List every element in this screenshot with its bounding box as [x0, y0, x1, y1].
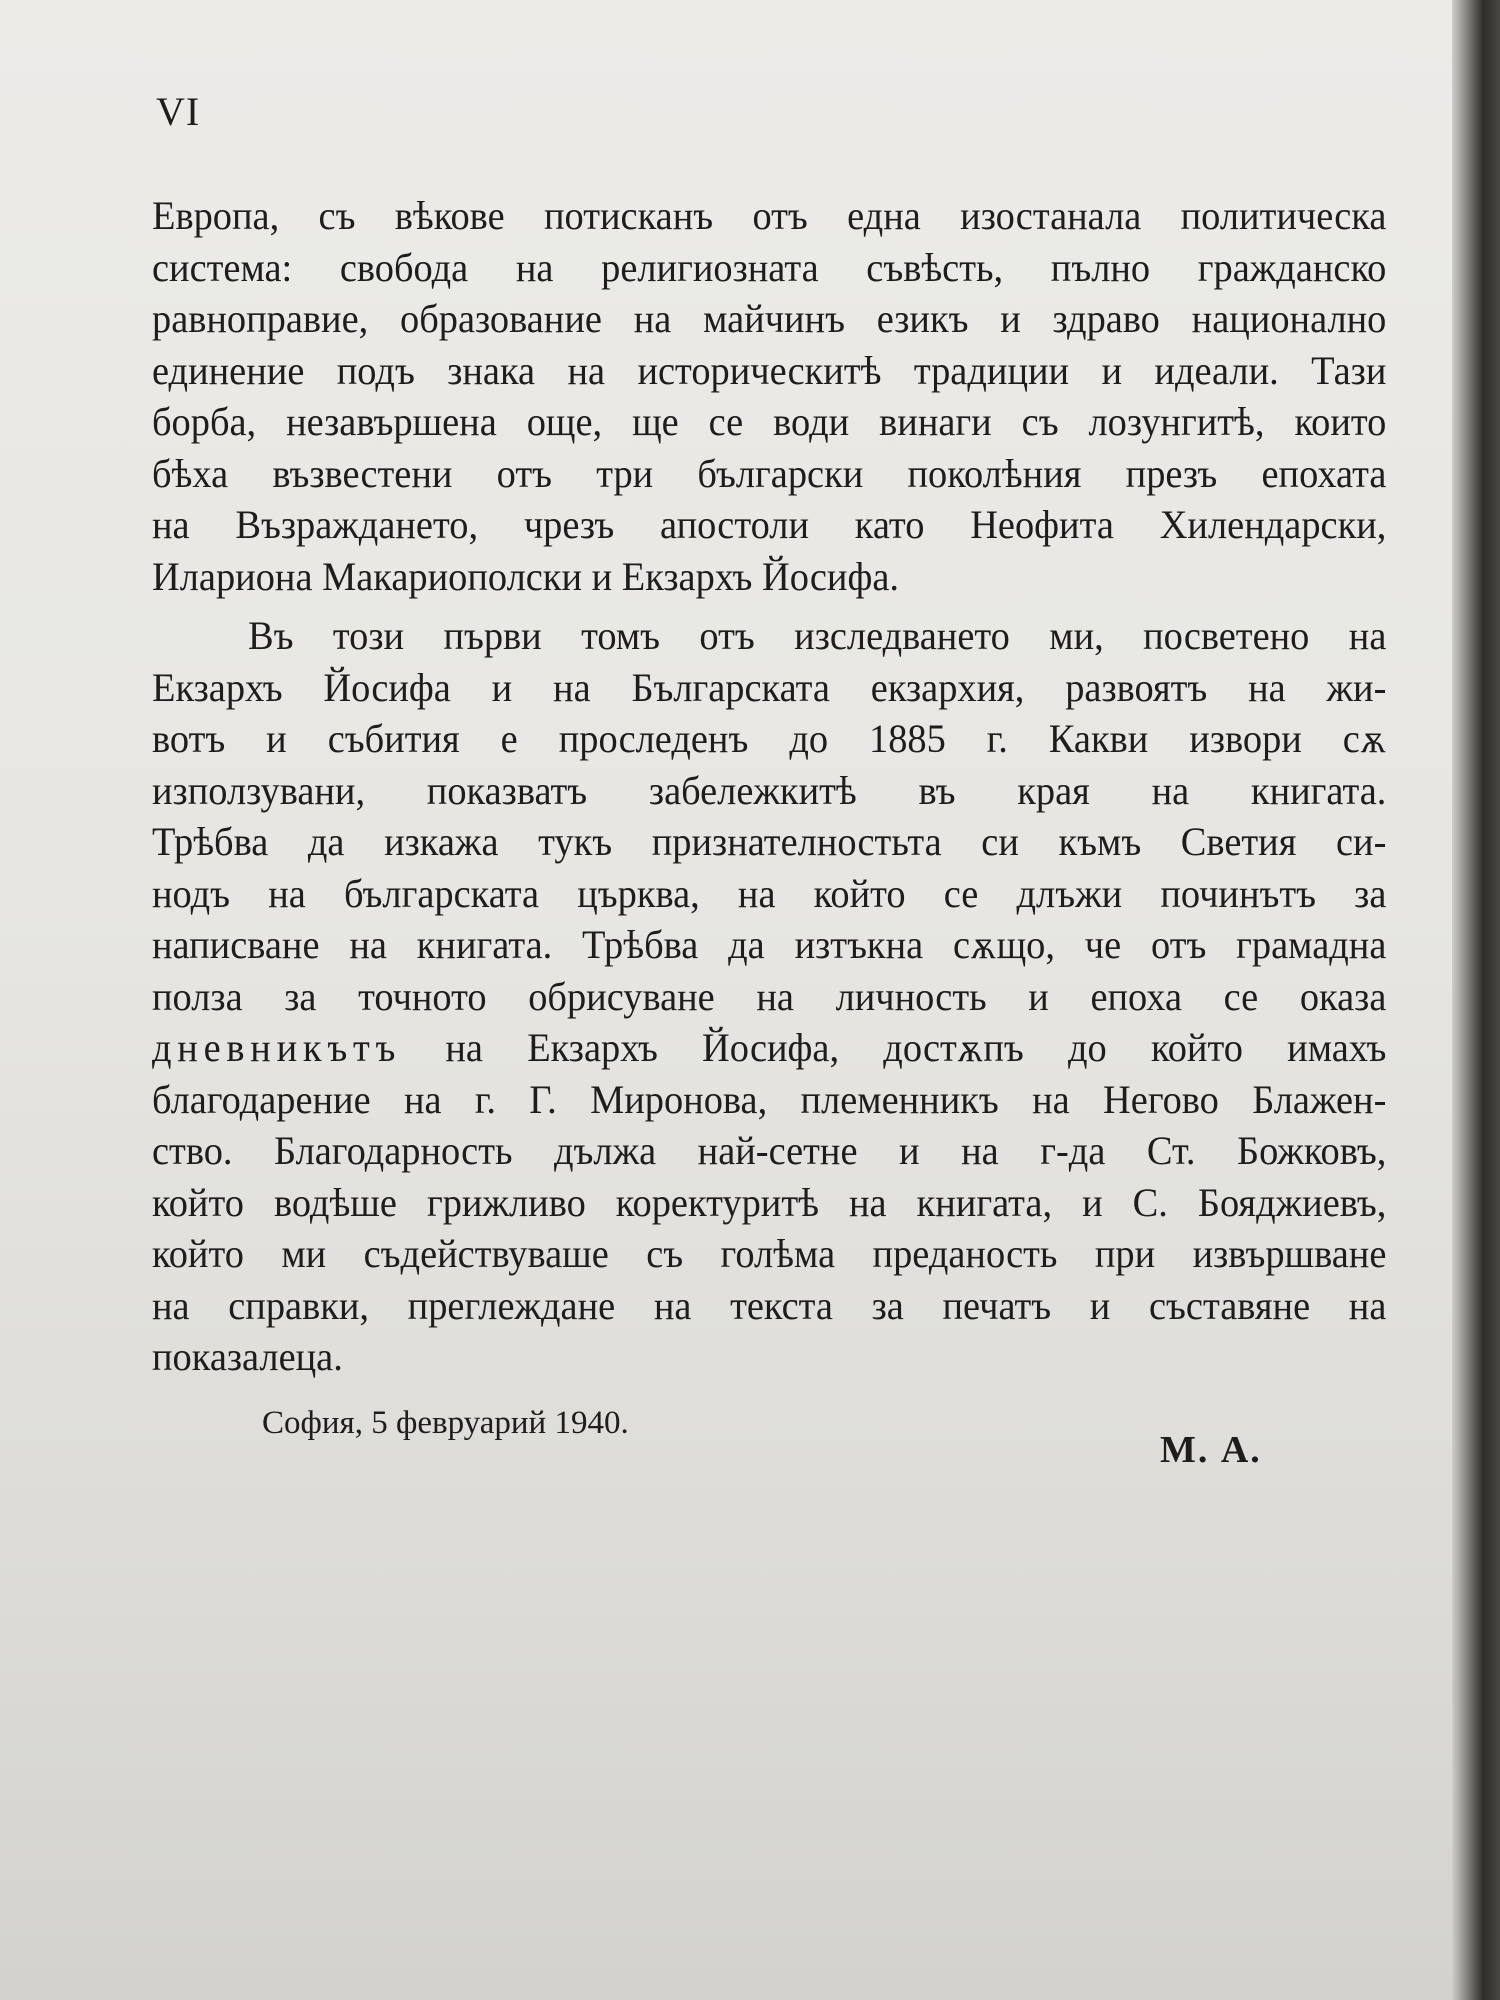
text-line: Илариона Макариополски и Екзархъ Йосифа.	[152, 553, 899, 599]
page-number: VI	[156, 89, 201, 134]
text-line-rest: на Екзархъ Йосифа, достѫпъ до който имахъ	[445, 1025, 1387, 1070]
spaced-word: дневникътъ	[152, 1025, 402, 1070]
book-binding-shadow	[1452, 0, 1500, 2000]
text-line: Европа, съ вѣкове потисканъ отъ една изостанала политическа	[152, 193, 1387, 238]
text-line: равноправие, образование на майчинъ езикъ и здраво национално	[152, 296, 1387, 341]
text-line: който водѣше грижливо коректуритѣ на книгата, и С. Бояджиевъ,	[152, 1179, 1387, 1225]
text-line: на справки, преглеждане на текста за печатъ и съставяне на	[152, 1282, 1387, 1328]
text-line: написване на книгата. Трѣбва да изтъкна сѫщо, че отъ грамадна	[152, 922, 1387, 967]
text-line	[152, 1022, 1386, 1074]
text-line: вотъ и събития е проследенъ до 1885 г. Какви извори сѫ	[152, 716, 1387, 761]
text-line: единение подъ знака на историческитѣ традиции и идеали. Тази	[152, 347, 1387, 393]
text-line: Екзархъ Йосифа и на Българската екзархия, развоятъ на жи-	[152, 664, 1387, 710]
text-line: който ми съдействуваше съ голѣма преданость при извършване	[152, 1231, 1387, 1276]
text-line: Трѣбва да изкажа тукъ признателностьта си къмъ Светия си-	[152, 819, 1387, 864]
text-line: показалеца.	[152, 1334, 343, 1379]
text-line: благодарение на г. Г. Миронова, племенникъ на Негово Блажен-	[152, 1076, 1387, 1122]
text-line: Въ този първи томъ отъ изследването ми, посветено на	[248, 613, 1387, 658]
text-line: ство. Благодарность дължа най-сетне и на г-да Ст. Божковъ,	[152, 1128, 1387, 1173]
text-line: борба, незавършена още, ще се води винаги съ лозунгитѣ, които	[152, 399, 1387, 444]
text-line: бѣха възвестени отъ три български поколѣния презъ епохата	[152, 450, 1387, 496]
author-initials: М. А.	[1160, 1429, 1262, 1471]
text-line: нодъ на българската църква, на който се длъжи починътъ за	[152, 870, 1387, 916]
paragraph-2	[152, 610, 1386, 1383]
text-line: система: свобода на религиозната съвѣсть, пълно гражданско	[152, 244, 1387, 290]
text-line: на Възраждането, чрезъ апостоли като Неофита Хилендарски,	[152, 502, 1387, 547]
page-body	[152, 190, 1386, 1383]
text-line: полза за точното обрисуване на личность и епоха се оказа	[152, 973, 1387, 1019]
paragraph-1	[152, 190, 1386, 602]
date-place: София, 5 февруарий 1940.	[262, 1405, 629, 1441]
text-line: използувани, показватъ забележкитѣ въ края на книгата.	[152, 767, 1387, 813]
